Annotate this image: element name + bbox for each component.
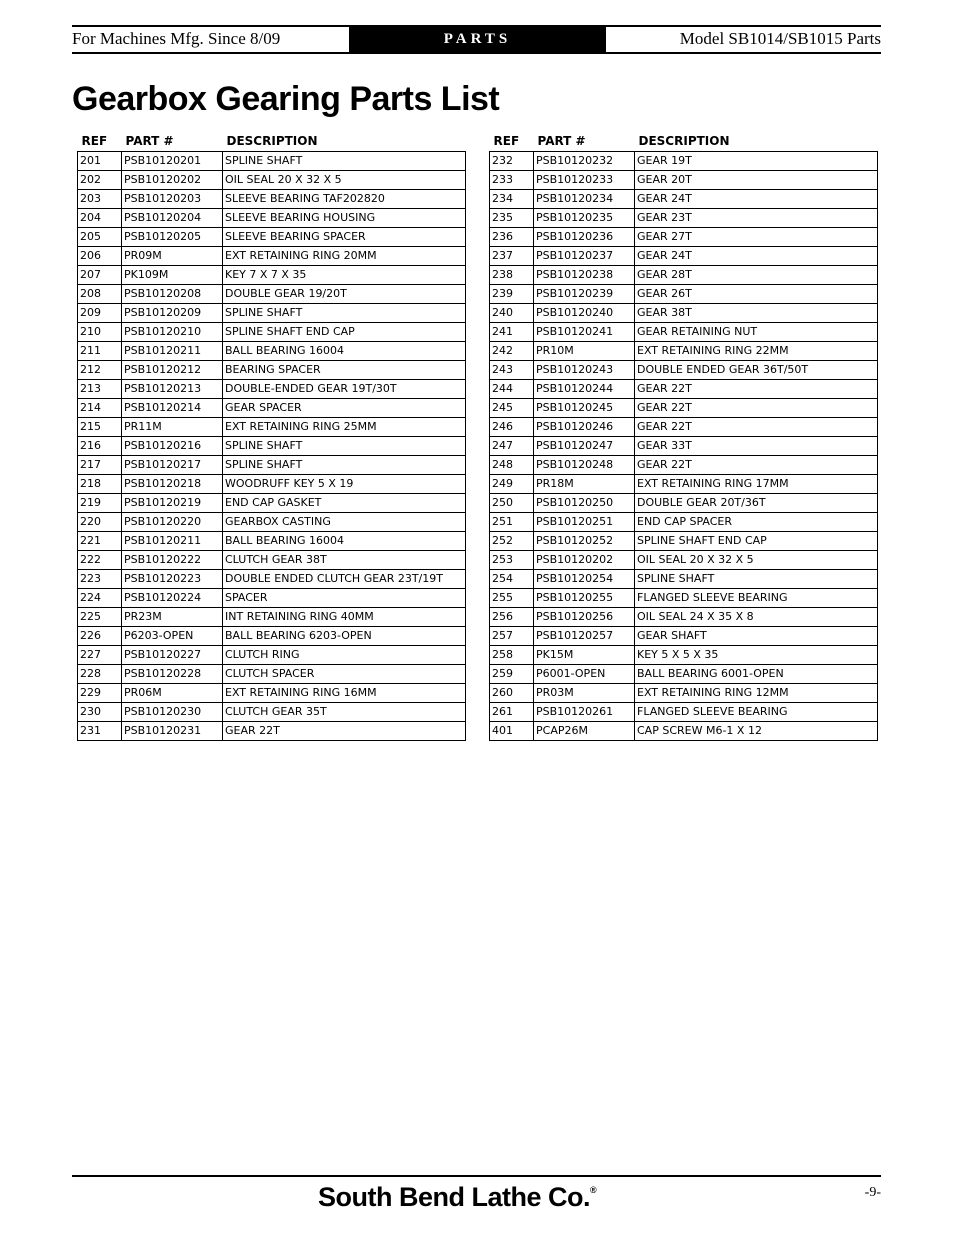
description-cell: CLUTCH SPACER (223, 665, 466, 684)
ref-cell: 226 (78, 627, 122, 646)
description-cell: SPLINE SHAFT (223, 456, 466, 475)
part-number-cell: PSB10120243 (534, 361, 635, 380)
header-section-label: PARTS (349, 25, 606, 54)
table-row (78, 608, 466, 627)
ref-cell: 258 (490, 646, 534, 665)
part-number-cell: PR03M (534, 684, 635, 703)
ref-cell: 207 (78, 266, 122, 285)
part-number-cell: PR23M (122, 608, 223, 627)
table-row (490, 171, 878, 190)
part-number-cell: PSB10120210 (122, 323, 223, 342)
ref-cell: 230 (78, 703, 122, 722)
description-cell: FLANGED SLEEVE BEARING (635, 703, 878, 722)
table-row (490, 570, 878, 589)
table-row (78, 703, 466, 722)
ref-cell: 223 (78, 570, 122, 589)
part-number-cell: PK15M (534, 646, 635, 665)
description-cell: END CAP GASKET (223, 494, 466, 513)
ref-cell: 247 (490, 437, 534, 456)
ref-cell: 236 (490, 228, 534, 247)
part-number-cell: PSB10120209 (122, 304, 223, 323)
ref-cell: 215 (78, 418, 122, 437)
part-number-cell: PSB10120235 (534, 209, 635, 228)
part-number-cell: PSB10120216 (122, 437, 223, 456)
table-row (78, 665, 466, 684)
ref-cell: 253 (490, 551, 534, 570)
description-cell: EXT RETAINING RING 20MM (223, 247, 466, 266)
ref-cell: 221 (78, 532, 122, 551)
part-number-cell: PSB10120231 (122, 722, 223, 741)
description-cell: KEY 5 X 5 X 35 (635, 646, 878, 665)
part-number-cell: PR09M (122, 247, 223, 266)
part-number-cell: PSB10120211 (122, 342, 223, 361)
part-number-cell: P6001-OPEN (534, 665, 635, 684)
ref-cell: 214 (78, 399, 122, 418)
description-cell: BALL BEARING 6203-OPEN (223, 627, 466, 646)
description-cell: GEAR 19T (635, 152, 878, 171)
table-row (78, 532, 466, 551)
part-number-cell: PSB10120238 (534, 266, 635, 285)
description-cell: EXT RETAINING RING 17MM (635, 475, 878, 494)
ref-cell: 231 (78, 722, 122, 741)
part-number-cell: PSB10120236 (534, 228, 635, 247)
ref-cell: 259 (490, 665, 534, 684)
table-row (78, 380, 466, 399)
description-cell: BALL BEARING 16004 (223, 342, 466, 361)
description-cell: EXT RETAINING RING 25MM (223, 418, 466, 437)
ref-cell: 256 (490, 608, 534, 627)
ref-cell: 254 (490, 570, 534, 589)
description-cell: DOUBLE GEAR 19/20T (223, 285, 466, 304)
part-number-cell: PSB10120237 (534, 247, 635, 266)
description-cell: GEAR 26T (635, 285, 878, 304)
part-number-cell: PSB10120208 (122, 285, 223, 304)
part-number-cell: PSB10120240 (534, 304, 635, 323)
part-number-cell: PCAP26M (534, 722, 635, 741)
table-row (490, 684, 878, 703)
table-row (490, 266, 878, 285)
ref-cell: 260 (490, 684, 534, 703)
part-number-cell: PSB10120261 (534, 703, 635, 722)
page-number: -9- (864, 1185, 881, 1200)
description-cell: GEAR 20T (635, 171, 878, 190)
description-cell: CLUTCH GEAR 38T (223, 551, 466, 570)
part-number-cell: PSB10120230 (122, 703, 223, 722)
table-row (490, 551, 878, 570)
part-number-cell: PSB10120255 (534, 589, 635, 608)
description-cell: SPLINE SHAFT (223, 304, 466, 323)
ref-cell: 211 (78, 342, 122, 361)
table-row (490, 285, 878, 304)
ref-cell: 238 (490, 266, 534, 285)
column-header-part: PART # (537, 133, 586, 148)
table-row (490, 152, 878, 171)
description-cell: SPACER (223, 589, 466, 608)
description-cell: GEAR 23T (635, 209, 878, 228)
table-row (78, 494, 466, 513)
table-row (78, 570, 466, 589)
table-row (490, 665, 878, 684)
part-number-cell: PSB10120246 (534, 418, 635, 437)
table-row (78, 361, 466, 380)
part-number-cell: PSB10120241 (534, 323, 635, 342)
part-number-cell: PSB10120233 (534, 171, 635, 190)
ref-cell: 210 (78, 323, 122, 342)
parts-table-right (489, 130, 878, 741)
description-cell: BEARING SPACER (223, 361, 466, 380)
table-row (490, 209, 878, 228)
parts-table-right-body (490, 152, 878, 741)
part-number-cell: PSB10120234 (534, 190, 635, 209)
parts-table-left (77, 130, 466, 741)
description-cell: INT RETAINING RING 40MM (223, 608, 466, 627)
table-row (490, 722, 878, 741)
table-row (78, 266, 466, 285)
part-number-cell: PSB10120202 (534, 551, 635, 570)
description-cell: BALL BEARING 16004 (223, 532, 466, 551)
description-cell: OIL SEAL 20 X 32 X 5 (223, 171, 466, 190)
description-cell: EXT RETAINING RING 22MM (635, 342, 878, 361)
part-number-cell: PSB10120239 (534, 285, 635, 304)
table-row (490, 437, 878, 456)
column-header-description: DESCRIPTION (638, 133, 730, 148)
table-row (78, 646, 466, 665)
ref-cell: 208 (78, 285, 122, 304)
description-cell: DOUBLE GEAR 20T/36T (635, 494, 878, 513)
part-number-cell: PSB10120203 (122, 190, 223, 209)
ref-cell: 261 (490, 703, 534, 722)
column-header-ref: REF (493, 133, 520, 148)
description-cell: GEARBOX CASTING (223, 513, 466, 532)
table-row (78, 209, 466, 228)
table-row (490, 532, 878, 551)
description-cell: GEAR 22T (223, 722, 466, 741)
table-header-row (78, 130, 466, 152)
ref-cell: 243 (490, 361, 534, 380)
description-cell: DOUBLE-ENDED GEAR 19T/30T (223, 380, 466, 399)
description-cell: EXT RETAINING RING 16MM (223, 684, 466, 703)
table-row (78, 722, 466, 741)
table-row (78, 437, 466, 456)
ref-cell: 239 (490, 285, 534, 304)
ref-cell: 205 (78, 228, 122, 247)
table-row (78, 171, 466, 190)
description-cell: DOUBLE ENDED GEAR 36T/50T (635, 361, 878, 380)
part-number-cell: PSB10120228 (122, 665, 223, 684)
part-number-cell: PSB10120205 (122, 228, 223, 247)
part-number-cell: PSB10120220 (122, 513, 223, 532)
table-row (490, 323, 878, 342)
ref-cell: 217 (78, 456, 122, 475)
part-number-cell: PR11M (122, 418, 223, 437)
ref-cell: 242 (490, 342, 534, 361)
table-row (490, 228, 878, 247)
table-row (490, 247, 878, 266)
part-number-cell: PSB10120222 (122, 551, 223, 570)
column-header-description: DESCRIPTION (226, 133, 318, 148)
parts-table-left-body (78, 152, 466, 741)
description-cell: GEAR 22T (635, 399, 878, 418)
part-number-cell: PR18M (534, 475, 635, 494)
table-row (490, 589, 878, 608)
ref-cell: 245 (490, 399, 534, 418)
description-cell: GEAR SPACER (223, 399, 466, 418)
ref-cell: 237 (490, 247, 534, 266)
ref-cell: 249 (490, 475, 534, 494)
table-row (78, 247, 466, 266)
description-cell: SLEEVE BEARING SPACER (223, 228, 466, 247)
part-number-cell: PSB10120201 (122, 152, 223, 171)
part-number-cell: PSB10120250 (534, 494, 635, 513)
table-row (490, 380, 878, 399)
ref-cell: 248 (490, 456, 534, 475)
table-row (490, 399, 878, 418)
description-cell: BALL BEARING 6001-OPEN (635, 665, 878, 684)
description-cell: CLUTCH GEAR 35T (223, 703, 466, 722)
table-row (490, 494, 878, 513)
part-number-cell: PR06M (122, 684, 223, 703)
ref-cell: 257 (490, 627, 534, 646)
table-row (490, 361, 878, 380)
part-number-cell: PSB10120245 (534, 399, 635, 418)
ref-cell: 216 (78, 437, 122, 456)
ref-cell: 204 (78, 209, 122, 228)
column-header-ref: REF (81, 133, 108, 148)
description-cell: GEAR 22T (635, 380, 878, 399)
part-number-cell: PSB10120252 (534, 532, 635, 551)
part-number-cell: PSB10120251 (534, 513, 635, 532)
ref-cell: 252 (490, 532, 534, 551)
table-row (78, 342, 466, 361)
ref-cell: 218 (78, 475, 122, 494)
page-title: Gearbox Gearing Parts List (72, 80, 500, 118)
table-row (490, 304, 878, 323)
ref-cell: 206 (78, 247, 122, 266)
ref-cell: 228 (78, 665, 122, 684)
brand-logo (318, 1182, 596, 1213)
ref-cell: 235 (490, 209, 534, 228)
description-cell: FLANGED SLEEVE BEARING (635, 589, 878, 608)
description-cell: END CAP SPACER (635, 513, 878, 532)
ref-cell: 224 (78, 589, 122, 608)
table-row (78, 190, 466, 209)
part-number-cell: PSB10120248 (534, 456, 635, 475)
description-cell: OIL SEAL 24 X 35 X 8 (635, 608, 878, 627)
ref-cell: 225 (78, 608, 122, 627)
table-row (78, 323, 466, 342)
table-row (78, 513, 466, 532)
ref-cell: 229 (78, 684, 122, 703)
table-row (490, 475, 878, 494)
header-model-label: Model SB1014/SB1015 Parts (679, 29, 881, 48)
table-row (78, 304, 466, 323)
description-cell: SPLINE SHAFT END CAP (635, 532, 878, 551)
part-number-cell: PSB10120219 (122, 494, 223, 513)
description-cell: SLEEVE BEARING TAF202820 (223, 190, 466, 209)
description-cell: SPLINE SHAFT (223, 437, 466, 456)
footer-rule (72, 1175, 881, 1177)
part-number-cell: PSB10120227 (122, 646, 223, 665)
page-footer (72, 1175, 881, 1215)
table-row (490, 342, 878, 361)
description-cell: GEAR SHAFT (635, 627, 878, 646)
description-cell: GEAR RETAINING NUT (635, 323, 878, 342)
part-number-cell: PSB10120217 (122, 456, 223, 475)
ref-cell: 241 (490, 323, 534, 342)
part-number-cell: PSB10120256 (534, 608, 635, 627)
ref-cell: 203 (78, 190, 122, 209)
description-cell: GEAR 22T (635, 456, 878, 475)
table-row (490, 456, 878, 475)
ref-cell: 251 (490, 513, 534, 532)
description-cell: CAP SCREW M6-1 X 12 (635, 722, 878, 741)
part-number-cell: PSB10120204 (122, 209, 223, 228)
table-row (490, 418, 878, 437)
table-row (78, 399, 466, 418)
ref-cell: 232 (490, 152, 534, 171)
part-number-cell: PSB10120202 (122, 171, 223, 190)
part-number-cell: PSB10120244 (534, 380, 635, 399)
table-row (490, 608, 878, 627)
page-header (72, 25, 881, 55)
table-row (490, 190, 878, 209)
part-number-cell: P6203-OPEN (122, 627, 223, 646)
ref-cell: 401 (490, 722, 534, 741)
table-row (78, 684, 466, 703)
table-row (78, 456, 466, 475)
description-cell: OIL SEAL 20 X 32 X 5 (635, 551, 878, 570)
part-number-cell: PSB10120224 (122, 589, 223, 608)
description-cell: GEAR 38T (635, 304, 878, 323)
part-number-cell: PSB10120218 (122, 475, 223, 494)
table-header-row (490, 130, 878, 152)
ref-cell: 244 (490, 380, 534, 399)
ref-cell: 240 (490, 304, 534, 323)
table-row (78, 627, 466, 646)
part-number-cell: PSB10120232 (534, 152, 635, 171)
part-number-cell: PSB10120247 (534, 437, 635, 456)
ref-cell: 222 (78, 551, 122, 570)
table-row (78, 228, 466, 247)
ref-cell: 255 (490, 589, 534, 608)
ref-cell: 220 (78, 513, 122, 532)
description-cell: GEAR 24T (635, 190, 878, 209)
part-number-cell: PSB10120223 (122, 570, 223, 589)
ref-cell: 202 (78, 171, 122, 190)
table-row (78, 475, 466, 494)
part-number-cell: PSB10120214 (122, 399, 223, 418)
part-number-cell: PSB10120213 (122, 380, 223, 399)
table-row (78, 418, 466, 437)
description-cell: CLUTCH RING (223, 646, 466, 665)
table-row (490, 513, 878, 532)
part-number-cell: PSB10120212 (122, 361, 223, 380)
table-row (78, 589, 466, 608)
description-cell: GEAR 27T (635, 228, 878, 247)
ref-cell: 212 (78, 361, 122, 380)
ref-cell: 227 (78, 646, 122, 665)
part-number-cell: PR10M (534, 342, 635, 361)
part-number-cell: PK109M (122, 266, 223, 285)
part-number-cell: PSB10120257 (534, 627, 635, 646)
description-cell: SPLINE SHAFT END CAP (223, 323, 466, 342)
ref-cell: 234 (490, 190, 534, 209)
description-cell: WOODRUFF KEY 5 X 19 (223, 475, 466, 494)
ref-cell: 233 (490, 171, 534, 190)
description-cell: GEAR 28T (635, 266, 878, 285)
table-row (78, 285, 466, 304)
description-cell: SLEEVE BEARING HOUSING (223, 209, 466, 228)
description-cell: KEY 7 X 7 X 35 (223, 266, 466, 285)
part-number-cell: PSB10120211 (122, 532, 223, 551)
brand-name: South Bend Lathe Co. (318, 1182, 590, 1212)
ref-cell: 246 (490, 418, 534, 437)
ref-cell: 209 (78, 304, 122, 323)
description-cell: GEAR 22T (635, 418, 878, 437)
description-cell: DOUBLE ENDED CLUTCH GEAR 23T/19T (223, 570, 466, 589)
table-row (490, 703, 878, 722)
ref-cell: 213 (78, 380, 122, 399)
description-cell: SPLINE SHAFT (223, 152, 466, 171)
table-row (78, 551, 466, 570)
description-cell: EXT RETAINING RING 12MM (635, 684, 878, 703)
ref-cell: 219 (78, 494, 122, 513)
ref-cell: 201 (78, 152, 122, 171)
description-cell: GEAR 24T (635, 247, 878, 266)
table-row (490, 646, 878, 665)
part-number-cell: PSB10120254 (534, 570, 635, 589)
registered-mark: ® (589, 1185, 597, 1195)
header-machines-note: For Machines Mfg. Since 8/09 (72, 29, 281, 48)
column-header-part: PART # (125, 133, 174, 148)
description-cell: SPLINE SHAFT (635, 570, 878, 589)
ref-cell: 250 (490, 494, 534, 513)
description-cell: GEAR 33T (635, 437, 878, 456)
table-row (490, 627, 878, 646)
table-row (78, 152, 466, 171)
